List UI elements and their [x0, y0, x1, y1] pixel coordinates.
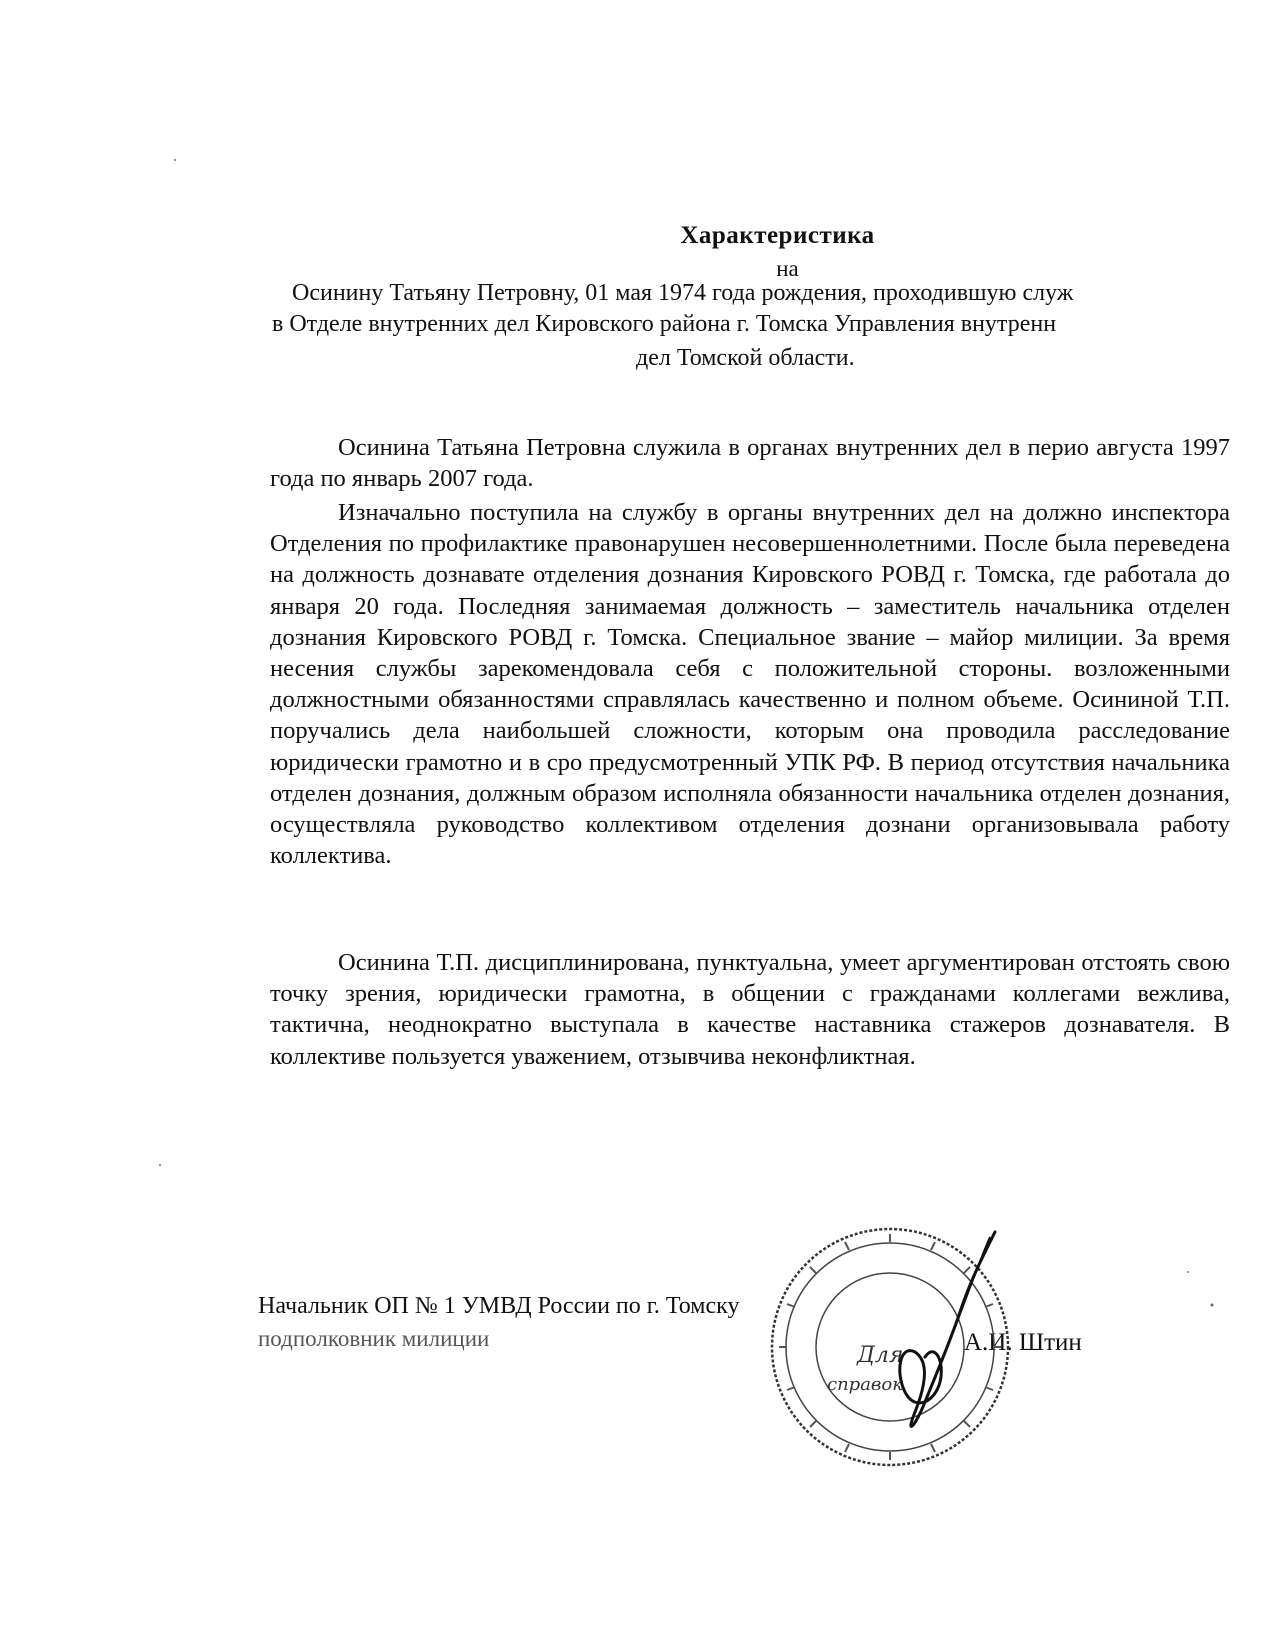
paragraph-2: Изначально поступила на службу в органы внутренних дел на должно инспектора Отделения по профилактике правонарушен несовершеннолетними. После была переведена на должность дознавате отделения дознания Кировского РОВД г. Томска, где работала до января 20 года. Последняя занимаемая должность – заместитель начальника отделен дознания Кировского РОВД г. Томска. Специальное звание – майор милиции. За время несения службы зарекомендовала себя с положительной стороны. возложенными должностными обязанностями справлялась качественно и полном объеме. Осининой Т.П. поручались дела наибольшей сложности, которым она проводила расследование юридически грамотно и в сро предусмотренный УПК РФ. В период отсутствия начальника отделен дознания, должным образом исполняла обязанности начальника отделен дознания, осуществляла руководство коллективом отделения дознани организовывала работу коллектива.: [270, 499, 1230, 870]
stamp-text-1: Для: [857, 1343, 904, 1368]
stamp-text-2: справок: [827, 1374, 903, 1395]
document-title: Характеристика: [680, 222, 875, 249]
paragraph-3: Осинина Т.П. дисциплинирована, пунктуальна, умеет аргументирован отстоять свою точку зрения, юридически грамотна, в общении с гражданами коллегами вежлива, тактична, неоднократно выступала в качестве наставника стажеров дознавателя. В коллективе пользуется уважением, отзывчива неконфликтная.: [270, 949, 1230, 1070]
signature-position-line-1: Начальник ОП № 1 УМВД России по г. Томску: [258, 1293, 740, 1319]
header-line-2: в Отделе внутренних дел Кировского района г. Томска Управления внутренн: [272, 311, 1057, 337]
document-subtitle: на: [776, 256, 799, 281]
paragraph-1: Осинина Татьяна Петровна служила в органах внутренних дел в перио августа 1997 года по январь 2007 года.: [270, 434, 1230, 493]
signature-position-line-2: подполковник милиции: [258, 1326, 490, 1351]
header-line-1: Осинину Татьяну Петровну, 01 мая 1974 года рождения, проходившую служ: [292, 280, 1074, 306]
header-line-3: дел Томской области.: [636, 345, 855, 371]
signer-name: А.И. Штин: [964, 1329, 1082, 1356]
